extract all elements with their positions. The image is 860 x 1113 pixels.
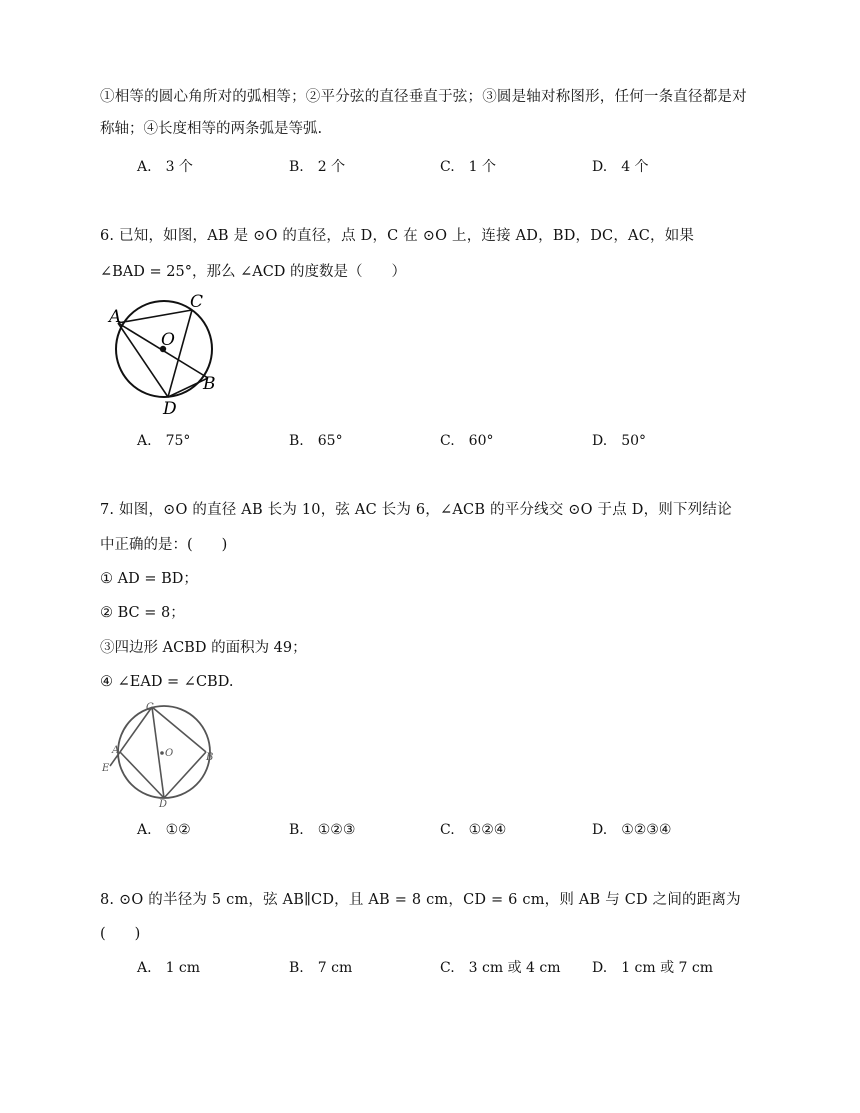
q7-segment-cb [152, 707, 206, 752]
q6-label-d: D [163, 399, 177, 419]
option-letter: B. [289, 159, 304, 175]
q8-option-d[interactable] [592, 958, 713, 978]
q7-statement-1: ① AD = BD； [100, 571, 198, 587]
option-text: 1 cm 或 7 cm [621, 960, 714, 976]
q7-label-e: E [102, 763, 110, 774]
option-letter: D. [592, 433, 608, 449]
option-letter: B. [289, 433, 304, 449]
q6-option-a[interactable] [137, 431, 190, 451]
q7-text-line2: 中正确的是：( ) [100, 537, 228, 553]
option-letter: D. [592, 159, 608, 175]
option-letter: A. [137, 433, 152, 449]
q7-statement-4: ④ ∠EAD = ∠CBD. [100, 674, 234, 690]
option-text: 3 cm 或 4 cm [468, 960, 561, 976]
q5-option-c[interactable] [440, 157, 496, 177]
option-text: 1 个 [468, 159, 497, 175]
option-letter: D. [592, 960, 608, 976]
option-letter: A. [137, 960, 152, 976]
q7-label-a: A [112, 745, 120, 756]
q7-circle-figure [100, 700, 235, 810]
option-text: 7 cm [317, 960, 353, 976]
q8-option-b[interactable] [289, 958, 352, 978]
option-letter: B. [289, 822, 304, 838]
option-letter: C. [440, 960, 455, 976]
option-text: ①②④ [468, 822, 507, 838]
option-letter: C. [440, 822, 455, 838]
q7-center-point [160, 751, 164, 755]
option-text: 50° [621, 433, 647, 449]
q6-option-c[interactable] [440, 431, 494, 451]
option-letter: B. [289, 960, 304, 976]
option-text: 60° [468, 433, 494, 449]
q7-option-a[interactable] [137, 820, 191, 840]
option-text: 3 个 [165, 159, 193, 175]
option-letter: A. [137, 822, 152, 838]
q7-label-d: D [159, 799, 168, 810]
q7-circle [118, 706, 210, 798]
q7-label-b: B [206, 752, 214, 763]
q7-label-o: O [165, 748, 174, 759]
q6-segment-bd [168, 378, 208, 397]
q5-option-b[interactable] [289, 157, 345, 177]
q5-text-line2: 称轴；④长度相等的两条弧是等弧. [100, 121, 323, 137]
option-text: 2 个 [317, 159, 346, 175]
q6-label-o: O [161, 330, 175, 350]
q6-label-a: A [109, 307, 122, 327]
option-letter: D. [592, 822, 608, 838]
option-letter: C. [440, 433, 455, 449]
q5-option-d[interactable] [592, 157, 649, 177]
q6-text-line1: 6. 已知，如图，AB 是 ⊙O 的直径，点 D，C 在 ⊙O 上，连接 AD，BD，DC，AC，如果 [100, 228, 695, 244]
q5-text-line1: ①相等的圆心角所对的弧相等；②平分弦的直径垂直于弦；③圆是轴对称图形，任何一条直径都是对 [100, 89, 747, 105]
q7-statement-2: ② BC = 8； [100, 605, 185, 621]
q7-option-d[interactable] [592, 820, 671, 840]
q8-text-line2: ( ) [100, 926, 141, 942]
option-text: ①②③ [317, 822, 356, 838]
option-text: 65° [317, 433, 343, 449]
q8-text-line1: 8. ⊙O 的半径为 5 cm，弦 AB∥CD，且 AB = 8 cm，CD = 6 cm，则 AB 与 CD 之间的距离为 [100, 892, 741, 908]
q6-segment-cd [168, 310, 192, 397]
q8-option-a[interactable] [137, 958, 200, 978]
q7-segment-ad [120, 752, 164, 798]
q7-option-c[interactable] [440, 820, 506, 840]
q7-label-c: C [146, 702, 154, 713]
q7-option-b[interactable] [289, 820, 355, 840]
q7-text-line1: 7. 如图，⊙O 的直径 AB 长为 10，弦 AC 长为 6，∠ACB 的平分线交 ⊙O 于点 D，则下列结论 [100, 502, 732, 518]
q6-option-b[interactable] [289, 431, 343, 451]
q8-option-c[interactable] [440, 958, 561, 978]
option-text: ①②③④ [621, 822, 672, 838]
option-letter: C. [440, 159, 455, 175]
option-letter: A. [137, 159, 152, 175]
option-text: 4 个 [621, 159, 649, 175]
option-text: 1 cm [165, 960, 201, 976]
q6-label-c: C [190, 292, 204, 312]
q6-text-line2: ∠BAD = 25°，那么 ∠ACD 的度数是（ ） [100, 264, 407, 280]
q5-option-a[interactable] [137, 157, 193, 177]
q6-label-b: B [203, 374, 216, 394]
q6-circle-figure [105, 290, 225, 420]
option-text: ①② [165, 822, 191, 838]
option-text: 75° [165, 433, 191, 449]
q7-statement-3: ③四边形 ACBD 的面积为 49； [100, 640, 307, 656]
q6-option-d[interactable] [592, 431, 646, 451]
